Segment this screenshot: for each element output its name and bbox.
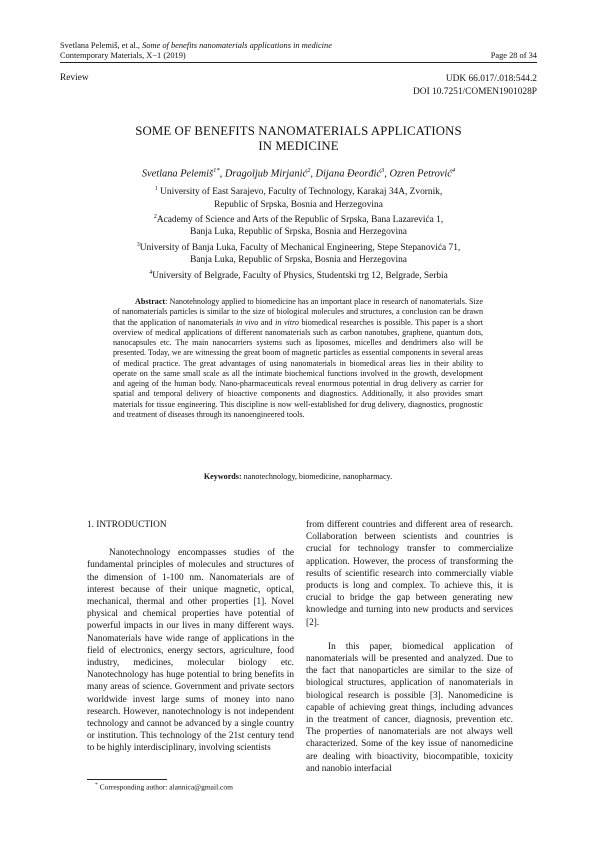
title-line-1: SOME OF BENEFITS NANOMATERIALS APPLICATIONS [135, 124, 462, 138]
footnote-rule [87, 779, 167, 780]
abstract-label: Abstract [135, 297, 166, 306]
paragraph: In this paper, biomedical application of nanomaterials will be presented and analyzed. Due to the fact that nanoparticles are similar to the size of biological structures, application of nanomaterials in biological research is possible [3]. Nanomedicine is capable of achieving great things, including advances in the treatment of cancer, diagnosis, prevention etc. The properties of nanomaterials are not always well characterized. Some of the key issue of nanomedicine are dealing with bioactivity, biocompatible, toxicity and nanobio interfacial [306, 641, 513, 774]
running-header-authors: Svetlana Pelemiš, et al., [60, 41, 143, 50]
author-sup: 2 [307, 167, 311, 174]
keywords [113, 472, 483, 481]
section-heading: 1. INTRODUCTION [87, 520, 167, 530]
running-header-line2 [60, 51, 537, 61]
aff-line: University of East Sarajevo, Faculty of Technology, Karakaj 34A, Zvornik, [160, 187, 443, 198]
affiliations [60, 183, 537, 282]
aff-num: 1 [154, 186, 158, 192]
author-sup: 4 [451, 167, 456, 174]
aff-line: Republic of Srpska, Bosnia and Herzegovina [214, 199, 383, 210]
paragraph: from different countries and different area of research. Collaboration between scientists and countries is crucial for technology transfer to commercialize application. However, the process of transforming the results of scientific research into commercially viable products is long and complex. To achieve this, it is crucial to bridge the gap between generating new knowledge and turning into new products and services [2]. [306, 520, 513, 628]
classification-block [413, 73, 537, 98]
abstract-text: and [258, 317, 276, 327]
affiliation [60, 183, 537, 211]
right-column [306, 519, 513, 775]
running-header-line1 [60, 41, 537, 51]
author: Ozren Petrović [389, 168, 452, 180]
header-rule [60, 62, 537, 63]
author: Svetlana Pelemiš [141, 168, 214, 180]
running-header-title: Some of benefits nanomaterials applications in medicine [142, 41, 332, 50]
aff-line: Academy of Science and Arts of the Republic of Srpska, Bana Lazarevića 1, [156, 215, 444, 226]
affiliation [60, 267, 537, 283]
footnote-text: Corresponding author: alannica@gmail.com [97, 782, 233, 792]
title-line-2: IN MEDICINE [258, 138, 339, 153]
aff-line: University of Belgrade, Faculty of Physics, Studentski trg 12, Belgrade, Serbia [152, 270, 448, 281]
abstract-italic: in vivo [235, 317, 259, 327]
left-column [87, 519, 294, 755]
abstract-text: : Nanotehnology applied to biomedicine has an important place in research of nanomaterials. Size of nanomaterials particles is similar to the size of biological molecules and structures, a conclusion can be drawn that the application of nanomaterials [113, 297, 483, 327]
author-sup: 1* [213, 167, 220, 174]
article-type: Review [60, 73, 89, 83]
aff-line: Banja Luka, Republic of Srpska, Bosnia and Herzegovina [190, 255, 407, 266]
keywords-text: nanotechnology, biomedicine, nanopharmacy. [241, 472, 393, 481]
affiliation [60, 239, 537, 267]
author: Dijana Đeorđić [315, 168, 382, 180]
aff-num: 3 [136, 241, 140, 248]
aff-num: 2 [153, 213, 157, 220]
paper-title [60, 124, 537, 153]
aff-line: University of Banja Luka, Faculty of Mechanical Engineering, Stepe Stepanovića 71, [139, 243, 461, 253]
author: Dragoljub Mirjanić [224, 168, 308, 180]
footnote-mark: * [95, 782, 98, 788]
abstract-text: biomedical researches is possible. This paper is a short overview of medical applications of different nanomaterials such as carbon nanotubes, graphene, quantum dots, nanocapsules etc. The main nanocarriers systems such as liposomes, micelles and dendrimers also will be presented. Today, we are witnessing the great boom of magnetic particles as essential components in several areas of medical practice. The great advantages of using nanomaterials in biomedical areas lies in their ability to operate on the same small scale as all the intimate biochemical functions involved in the growth, development and ageing of the human body. Nano-pharmaceuticals reveal enormous potential in drug delivery as carrier for spatial and temporal delivery of bioactive components and diagnostics. Additionally, it also provides smart materials for tissue engineering. This discipline is now well-established for drug delivery, diagnostics, prognostic and treatment of diseases through its nanoengineered tools. [113, 317, 483, 419]
paragraph: Nanotechnology encompasses studies of the fundamental principles of molecules and structures of the dimension of 1-100 nm. Nanomaterials are of interest because of their unique magnetic, optical, mechanical, thermal and other properties [1]. Novel physical and chemical properties have potential of powerful impacts in our lives in many different ways. Nanomaterials have wide range of applications in the field of electronics, energy sectors, agriculture, food industry, medicines, molecular biology etc. Nanotechnology has huge potential to bring benefits in many areas of science. Government and private sectors worldwide invest large sums of money into nano research. However, nanotechnology is not independent technology and cannot be advanced by a single country or institution. This technology of the 21st century tend to be highly interdisciplinary, involving scientists [87, 548, 294, 754]
aff-num: 4 [149, 269, 153, 276]
author-sup: 3 [381, 167, 385, 174]
author-list: Svetlana Pelemiš$^{1*}$, Dragoljub Mirjanić$^2$, Dijana Đeorđić$^3$, Ozren Petrović$^4$ [141, 167, 456, 180]
footnote [95, 782, 233, 792]
page-number: Page 28 of 34 [490, 51, 537, 60]
affiliation [60, 211, 537, 239]
journal-name: Contemporary Materials, X−1 (2019) [60, 51, 186, 60]
doi: DOI 10.7251/COMEN1901028P [413, 86, 537, 97]
abstract [113, 297, 483, 420]
aff-line: Banja Luka, Republic of Srpska, Bosnia and Herzegovina [190, 227, 407, 238]
abstract-italic: in vitro [275, 317, 299, 327]
keywords-label: Keywords: [203, 472, 242, 481]
udk-code: UDK 66.017/.018:544.2 [445, 74, 537, 84]
